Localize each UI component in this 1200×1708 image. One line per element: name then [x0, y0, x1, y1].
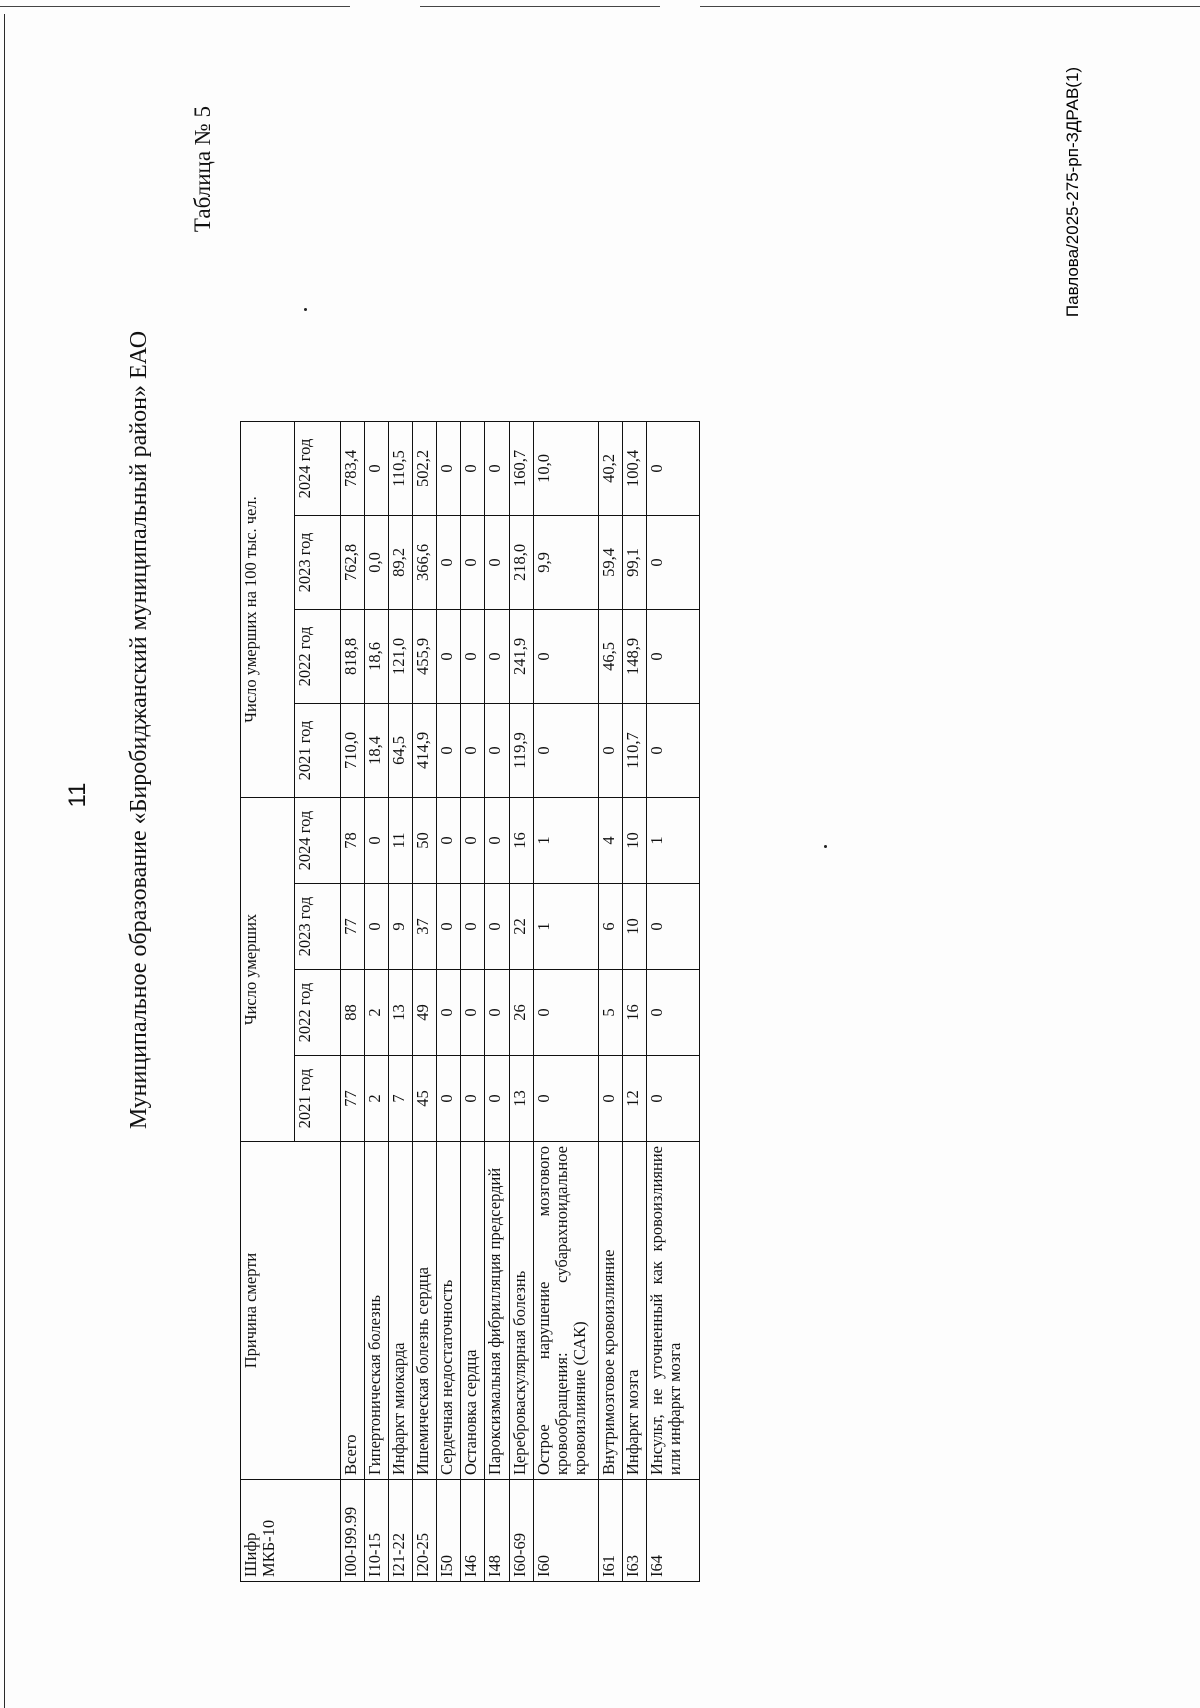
cell-deaths: 2 — [365, 970, 389, 1056]
table-label: Таблица № 5 — [190, 106, 215, 233]
cell-code: I21-22 — [389, 1480, 413, 1582]
header-year: 2024 год — [295, 797, 341, 883]
cell-deaths: 26 — [509, 970, 533, 1056]
cell-deaths: 45 — [413, 1056, 437, 1142]
scan-edge-line — [420, 6, 660, 7]
table-row — [485, 421, 509, 1581]
cell-deaths: 6 — [599, 884, 623, 970]
cell-deaths: 7 — [389, 1056, 413, 1142]
cell-rate: 0 — [599, 703, 623, 797]
cell-deaths: 10 — [623, 884, 647, 970]
cell-cause: Острое нарушение мозгового кровообращения: субарахноидальное кровоизлияние (САК) — [533, 1142, 598, 1480]
header-year: 2023 год — [295, 515, 341, 609]
cell-rate: 414,9 — [413, 703, 437, 797]
table-row — [533, 421, 598, 1581]
cell-deaths: 78 — [341, 797, 365, 883]
cell-deaths: 0 — [461, 884, 485, 970]
scan-speck — [304, 308, 307, 311]
cell-deaths: 50 — [413, 797, 437, 883]
table-row — [461, 421, 485, 1581]
cell-code: I50 — [437, 1480, 461, 1582]
cell-deaths: 10 — [623, 797, 647, 883]
cell-deaths: 0 — [647, 884, 700, 970]
cell-rate: 762,8 — [341, 515, 365, 609]
cell-cause: Инсульт, не уточненный как кровоизлияние или инфаркт мозга — [647, 1142, 700, 1480]
cell-rate: 818,8 — [341, 609, 365, 703]
cell-rate: 241,9 — [509, 609, 533, 703]
cell-deaths: 0 — [461, 970, 485, 1056]
cell-rate: 40,2 — [599, 421, 623, 515]
cell-cause: Инфаркт миокарда — [389, 1142, 413, 1480]
table-row — [599, 421, 623, 1581]
cell-rate: 110,7 — [623, 703, 647, 797]
cell-deaths: 0 — [365, 797, 389, 883]
cell-rate: 110,5 — [389, 421, 413, 515]
cell-rate: 89,2 — [389, 515, 413, 609]
cell-rate: 455,9 — [413, 609, 437, 703]
cell-deaths: 0 — [485, 884, 509, 970]
cell-deaths: 0 — [485, 797, 509, 883]
cell-deaths: 12 — [623, 1056, 647, 1142]
header-rate: Число умерших на 100 тыс. чел. — [241, 421, 295, 797]
cell-deaths: 0 — [461, 797, 485, 883]
cell-deaths: 1 — [533, 884, 598, 970]
cell-cause: Внутримозговое кровоизлияние — [599, 1142, 623, 1480]
mortality-table — [240, 421, 700, 1582]
cell-code: I60-69 — [509, 1480, 533, 1582]
scan-speck — [824, 845, 827, 848]
cell-rate: 0 — [485, 421, 509, 515]
cell-rate: 18,4 — [365, 703, 389, 797]
header-year: 2023 год — [295, 884, 341, 970]
cell-rate: 0 — [647, 703, 700, 797]
document-code: Павлова/2025-275-рп-ЗДРАВ(1) — [1063, 66, 1082, 318]
mortality-table-rotated — [240, 422, 700, 1582]
cell-rate: 218,0 — [509, 515, 533, 609]
header-year: 2022 год — [295, 970, 341, 1056]
cell-code: I46 — [461, 1480, 485, 1582]
scan-edge-line — [700, 6, 1200, 7]
cell-rate: 10,0 — [533, 421, 598, 515]
header-deaths: Число умерших — [241, 797, 295, 1141]
cell-code: I00-I99.99 — [341, 1480, 365, 1582]
cell-rate: 148,9 — [623, 609, 647, 703]
cell-deaths: 9 — [389, 884, 413, 970]
cell-deaths: 16 — [623, 970, 647, 1056]
cell-rate: 0 — [437, 421, 461, 515]
cell-deaths: 88 — [341, 970, 365, 1056]
cell-rate: 0 — [533, 703, 598, 797]
cell-cause: Сердечная недостаточность — [437, 1142, 461, 1480]
cell-code: I20-25 — [413, 1480, 437, 1582]
cell-rate: 0 — [461, 609, 485, 703]
cell-deaths: 37 — [413, 884, 437, 970]
cell-rate: 0 — [485, 703, 509, 797]
table-row — [365, 421, 389, 1581]
page-left-border — [4, 14, 5, 1708]
cell-cause: Остановка сердца — [461, 1142, 485, 1480]
header-year: 2021 год — [295, 703, 341, 797]
table-row — [341, 421, 365, 1581]
cell-rate: 0 — [461, 515, 485, 609]
cell-deaths: 0 — [365, 884, 389, 970]
table-row — [647, 421, 700, 1581]
cell-rate: 0 — [485, 515, 509, 609]
cell-rate: 0 — [461, 421, 485, 515]
cell-deaths: 77 — [341, 884, 365, 970]
cell-code: I48 — [485, 1480, 509, 1582]
cell-deaths: 13 — [389, 970, 413, 1056]
cell-deaths: 0 — [599, 1056, 623, 1142]
cell-code: I61 — [599, 1480, 623, 1582]
cell-code: I63 — [623, 1480, 647, 1582]
cell-rate: 0 — [461, 703, 485, 797]
cell-rate: 46,5 — [599, 609, 623, 703]
cell-deaths: 0 — [647, 970, 700, 1056]
cell-deaths: 77 — [341, 1056, 365, 1142]
cell-deaths: 0 — [485, 1056, 509, 1142]
cell-rate: 0 — [647, 421, 700, 515]
cell-rate: 0 — [647, 609, 700, 703]
header-cause: Причина смерти — [241, 1142, 341, 1480]
table-row — [437, 421, 461, 1581]
cell-rate: 0 — [485, 609, 509, 703]
cell-cause: Ишемическая болезнь сердца — [413, 1142, 437, 1480]
cell-deaths: 0 — [533, 1056, 598, 1142]
cell-deaths: 1 — [533, 797, 598, 883]
cell-rate: 160,7 — [509, 421, 533, 515]
cell-cause: Цереброваскулярная болезнь — [509, 1142, 533, 1480]
cell-code: I10-15 — [365, 1480, 389, 1582]
cell-rate: 59,4 — [599, 515, 623, 609]
cell-deaths: 13 — [509, 1056, 533, 1142]
header-year: 2024 год — [295, 421, 341, 515]
cell-cause: Пароксизмальная фибрилляция предсердий — [485, 1142, 509, 1480]
cell-rate: 783,4 — [341, 421, 365, 515]
cell-deaths: 0 — [647, 1056, 700, 1142]
cell-rate: 100,4 — [623, 421, 647, 515]
table-row — [623, 421, 647, 1581]
cell-rate: 18,6 — [365, 609, 389, 703]
cell-deaths: 5 — [599, 970, 623, 1056]
cell-rate: 0 — [647, 515, 700, 609]
cell-deaths: 49 — [413, 970, 437, 1056]
cell-cause: Всего — [341, 1142, 365, 1480]
cell-deaths: 0 — [485, 970, 509, 1056]
cell-rate: 64,5 — [389, 703, 413, 797]
cell-deaths: 2 — [365, 1056, 389, 1142]
cell-cause: Гипертоническая болезнь — [365, 1142, 389, 1480]
document-heading: Муниципальное образование «Биробиджанский муниципальный район» ЕАО — [126, 330, 152, 1130]
cell-rate: 0 — [533, 609, 598, 703]
cell-deaths: 11 — [389, 797, 413, 883]
header-year: 2021 год — [295, 1056, 341, 1142]
cell-rate: 366,6 — [413, 515, 437, 609]
cell-rate: 0 — [437, 515, 461, 609]
page-number: 11 — [64, 782, 91, 808]
cell-rate: 0 — [437, 703, 461, 797]
cell-rate: 710,0 — [341, 703, 365, 797]
cell-deaths: 0 — [461, 1056, 485, 1142]
cell-rate: 0 — [365, 421, 389, 515]
cell-rate: 502,2 — [413, 421, 437, 515]
cell-rate: 99,1 — [623, 515, 647, 609]
table-row — [413, 421, 437, 1581]
scan-edge-line — [0, 6, 350, 7]
cell-rate: 121,0 — [389, 609, 413, 703]
header-year: 2022 год — [295, 609, 341, 703]
header-code: Шифр МКБ-10 — [241, 1480, 341, 1582]
cell-deaths: 16 — [509, 797, 533, 883]
cell-deaths: 0 — [437, 970, 461, 1056]
cell-deaths: 4 — [599, 797, 623, 883]
cell-deaths: 0 — [437, 884, 461, 970]
table-row — [509, 421, 533, 1581]
cell-cause: Инфаркт мозга — [623, 1142, 647, 1480]
cell-rate: 0,0 — [365, 515, 389, 609]
cell-deaths: 22 — [509, 884, 533, 970]
table-row — [389, 421, 413, 1581]
cell-rate: 119,9 — [509, 703, 533, 797]
cell-code: I64 — [647, 1480, 700, 1582]
cell-rate: 0 — [437, 609, 461, 703]
cell-deaths: 0 — [533, 970, 598, 1056]
cell-deaths: 0 — [437, 1056, 461, 1142]
cell-deaths: 0 — [437, 797, 461, 883]
cell-code: I60 — [533, 1480, 598, 1582]
cell-rate: 9,9 — [533, 515, 598, 609]
cell-deaths: 1 — [647, 797, 700, 883]
